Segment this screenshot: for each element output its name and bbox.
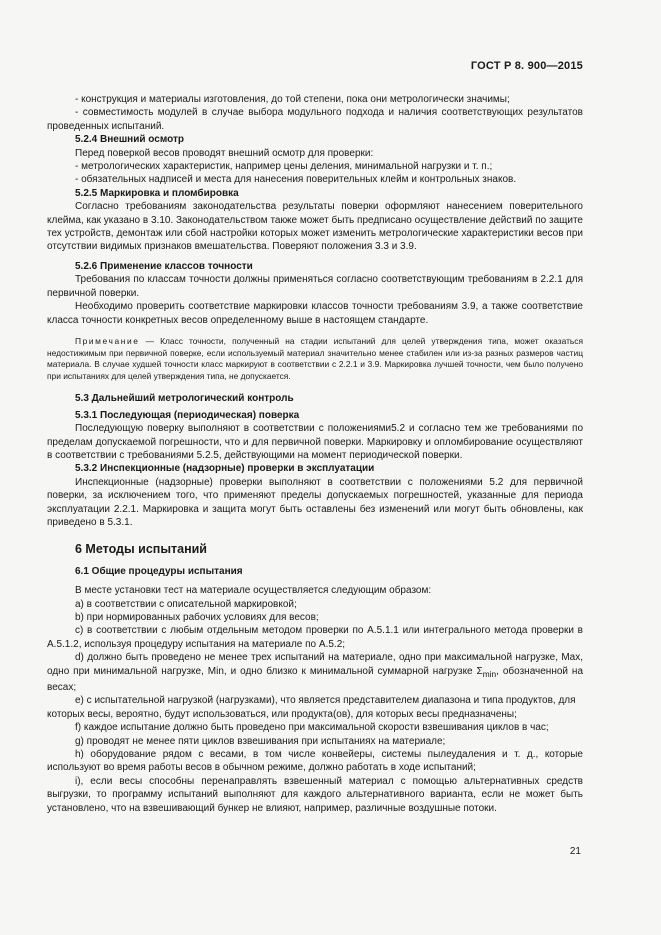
list-item: f) каждое испытание должно быть проведено при максимальной скорости взвешивания циклов в час; [75,722,549,734]
paragraph: Последующую поверку выполняют в соответствии с положениями5.2 и согласно тем же требованиями по пределам допускаемой погрешности, что и для первичной поверки. Маркировку и опломбирование осуществляют в соответствии с требованиями 5.2.5, действующими на момент периодической поверки. [47,423,583,461]
list-item: b) при нормированных рабочих условиях для весов; [75,611,319,623]
page-content [47,93,583,815]
list-item [47,651,583,694]
paragraph: Необходимо проверить соответствие маркировки классов точности требованиям 3.9, а также соответствие класса точности конкретных весов определенному выше в настоящем стандарте. [47,301,583,326]
list-item: a) в соответствии с описательной маркировкой; [75,598,297,610]
document-header: ГОСТ Р 8. 900—2015 [470,60,583,72]
section-heading-5-2-4: 5.2.4 Внешний осмотр [75,134,184,146]
list-item: c) в соответствии с любым отдельным методом проверки по А.5.1.1 или интегрального метода проверки в А.5.1.2, используя процедуру испытания на материале по А.5.2; [47,625,583,650]
list-item: - совместимость модулей в случае выбора модульного подхода и наличия соответствующих результатов проведенных испытаний. [47,107,583,132]
section-heading-6-1: 6.1 Общие процедуры испытания [75,565,243,577]
page-number: 21 [569,846,581,857]
paragraph: Требования по классам точности должны применяться согласно соответствующим требованиям в 2.2.1 для первичной поверки. [47,274,583,299]
section-heading-5-2-6: 5.2.6 Применение классов точности [75,260,253,272]
paragraph: Инспекционные (надзорные) проверки выполняют в соответствии с положениями 5.2 для первичной поверки, за исключением того, что применяют пределы допускаемых погрешностей, указанные для периода эксплуатации 2.2.1. Маркировка и защита могут быть оставлены без изменений или могут быть обновлены, как приведено в 5.3.1. [47,476,583,528]
paragraph: В месте установки тест на материале осуществляется следующим образом: [75,585,432,597]
list-item-text: d) должно быть проведено не менее трех испытаний на материале, одно при максимальной нагрузке, Max, одно при минимальной нагрузке, Min, и одно близко к минимальной суммарной нагрузке [47,652,583,677]
paragraph: Согласно требованиям законодательства результаты поверки оформляют нанесением поверительного клейма, как указано в 3.10. Законодательством также может быть предписано осуществление действий по защите тех устройств, демонтаж или сбой настройки которых может изменить метрологические характеристики весов при отсутствии видимых признаков вмешательства. Поверяют положения 3.3 и 3.9. [47,201,583,253]
note-text: — Класс точности, полученный на стадии испытаний для целей утверждения типа, может оказаться недостижимым при первичной поверке, если используемый материал значительно менее стабилен или из-за разных размеров частиц материала. В случае худшей точности класс маркируют в соответствии с 2.2.1 и 3.9. Маркировка лучшей точности, чем было получено при испытаниях для целей утверждения типа, не допускается. [47,335,583,381]
section-heading-6: 6 Методы испытаний [75,542,207,557]
note [47,336,583,382]
sigma-symbol: Σ [476,665,483,677]
note-label: Примечание [75,335,140,346]
sigma-subscript: min [482,668,497,679]
paragraph: Перед поверкой весов проводят внешний осмотр для проверки: [75,147,374,159]
list-item: - обязательных надписей и места для нанесения поверительных клейм и контрольных знаков. [75,174,517,186]
list-item-text: , обозначенной на весах; [47,665,584,693]
list-item: e) с испытательной нагрузкой (нагрузками), что является представителем диапазона и типа продуктов, для которых весы, вероятно, будут использоваться, или продукта(ов), для которых весы предназначены; [47,695,576,720]
list-item: - метрологических характеристик, например цены деления, минимальной нагрузки и т. п.; [75,161,493,173]
list-item: i), если весы способны перенаправлять взвешенный материал с помощью альтернативных средств выгрузки, то программу испытаний выполняют для каждого альтернативного варианта, если не может быть установлено, что на взвешивающий бункер не влияют, например, различные воздушные потоки. [47,775,583,814]
section-heading-5-2-5: 5.2.5 Маркировка и пломбировка [75,187,239,199]
section-heading-5-3-2: 5.3.2 Инспекционные (надзорные) проверки в эксплуатации [75,463,375,475]
list-item: h) оборудование рядом с весами, в том числе конвейеры, системы пылеудаления и т. д., которые используют во время работы весов в обычном режиме, должно работать в ходе испытаний; [47,749,583,774]
list-item: - конструкция и материалы изготовления, до той степени, пока они метрологически значимы; [75,94,510,105]
section-heading-5-3: 5.3 Дальнейший метрологический контроль [75,393,294,405]
section-heading-5-3-1: 5.3.1 Последующая (периодическая) поверка [75,409,300,421]
list-item: g) проводят не менее пяти циклов взвешивания при испытаниях на материале; [75,735,446,747]
